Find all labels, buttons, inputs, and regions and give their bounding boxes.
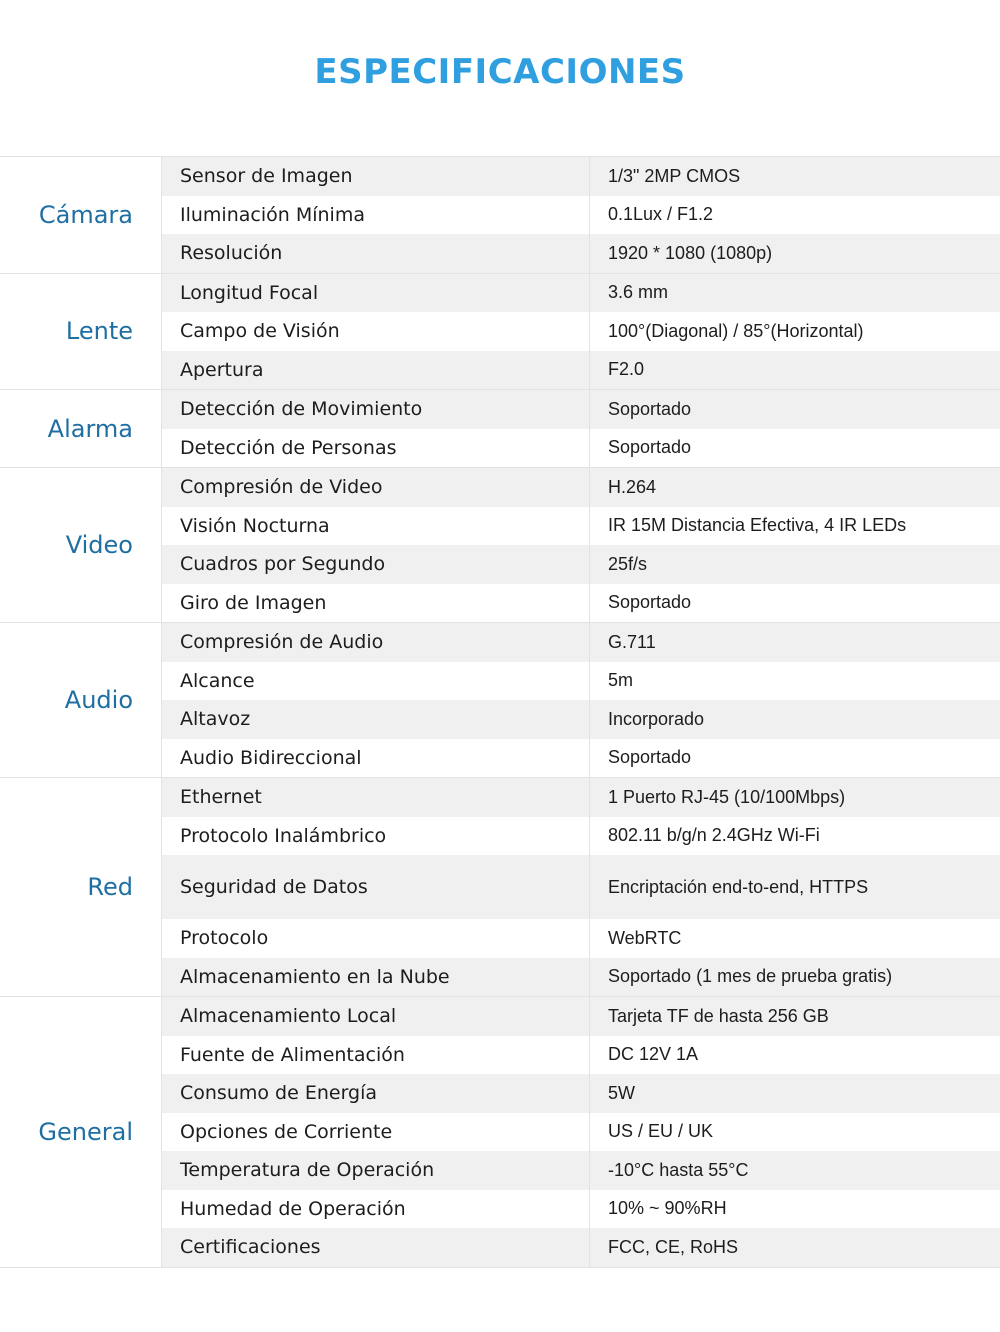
spec-name: Apertura bbox=[162, 351, 590, 390]
spec-name: Consumo de Energía bbox=[162, 1074, 590, 1113]
spec-value: 802.11 b/g/n 2.4GHz Wi-Fi bbox=[608, 825, 820, 846]
spec-table bbox=[0, 156, 1000, 1268]
spec-value: Encriptación end-to-end, HTTPS bbox=[608, 876, 869, 897]
spec-value: Soportado bbox=[608, 398, 692, 419]
spec-name: Temperatura de Operación bbox=[162, 1151, 590, 1190]
table-row bbox=[162, 1190, 1000, 1229]
table-row bbox=[162, 196, 1000, 235]
table-row bbox=[162, 958, 1000, 997]
table-row bbox=[162, 662, 1000, 701]
spec-value: F2.0 bbox=[608, 359, 645, 380]
spec-name: Sensor de Imagen bbox=[162, 157, 590, 196]
table-row bbox=[162, 157, 1000, 196]
spec-value: H.264 bbox=[608, 476, 657, 497]
spec-name: Compresión de Audio bbox=[162, 623, 590, 662]
spec-value: IR 15M Distancia Efectiva, 4 IR LEDs bbox=[608, 515, 907, 536]
table-row bbox=[162, 234, 1000, 273]
spec-name: Resolución bbox=[162, 234, 590, 273]
spec-name: Fuente de Alimentación bbox=[162, 1036, 590, 1075]
page-title: ESPECIFICACIONES bbox=[314, 52, 686, 92]
spec-value: 3.6 mm bbox=[608, 282, 669, 303]
group-label: Video bbox=[0, 468, 162, 622]
table-row bbox=[162, 778, 1000, 817]
table-row bbox=[162, 919, 1000, 958]
spec-name: Ethernet bbox=[162, 778, 590, 817]
spec-group bbox=[0, 467, 1000, 622]
spec-name: Audio Bidireccional bbox=[162, 739, 590, 778]
spec-name: Almacenamiento Local bbox=[162, 997, 590, 1036]
group-rows bbox=[162, 997, 1000, 1267]
spec-name: Detección de Personas bbox=[162, 429, 590, 468]
spec-value: Soportado bbox=[608, 747, 692, 768]
table-row bbox=[162, 468, 1000, 507]
spec-value: 1/3" 2MP CMOS bbox=[608, 165, 741, 186]
spec-name: Certificaciones bbox=[162, 1228, 590, 1267]
spec-name: Longitud Focal bbox=[162, 274, 590, 313]
group-rows bbox=[162, 778, 1000, 996]
group-rows bbox=[162, 468, 1000, 622]
table-row bbox=[162, 739, 1000, 778]
spec-name: Visión Nocturna bbox=[162, 507, 590, 546]
spec-group bbox=[0, 273, 1000, 390]
spec-group bbox=[0, 156, 1000, 273]
spec-name: Protocolo bbox=[162, 919, 590, 958]
spec-value: 0.1Lux / F1.2 bbox=[608, 204, 714, 225]
spec-group bbox=[0, 389, 1000, 467]
spec-name: Giro de Imagen bbox=[162, 584, 590, 623]
spec-value: Soportado bbox=[608, 592, 692, 613]
table-row bbox=[162, 1113, 1000, 1152]
spec-name: Almacenamiento en la Nube bbox=[162, 958, 590, 997]
table-row bbox=[162, 817, 1000, 856]
spec-value: 100°(Diagonal) / 85°(Horizontal) bbox=[608, 320, 864, 341]
spec-name: Alcance bbox=[162, 662, 590, 701]
group-label: Lente bbox=[0, 274, 162, 390]
spec-value: FCC, CE, RoHS bbox=[608, 1236, 739, 1257]
spec-name: Campo de Visión bbox=[162, 312, 590, 351]
table-row bbox=[162, 429, 1000, 468]
table-row bbox=[162, 584, 1000, 623]
spec-value: 1 Puerto RJ-45 (10/100Mbps) bbox=[608, 786, 846, 807]
group-label: Alarma bbox=[0, 390, 162, 467]
group-label: Red bbox=[0, 778, 162, 996]
table-row bbox=[162, 1074, 1000, 1113]
spec-name: Seguridad de Datos bbox=[162, 855, 590, 919]
table-row bbox=[162, 351, 1000, 390]
table-row bbox=[162, 623, 1000, 662]
table-row bbox=[162, 700, 1000, 739]
group-rows bbox=[162, 390, 1000, 467]
spec-value: WebRTC bbox=[608, 927, 682, 948]
table-row bbox=[162, 997, 1000, 1036]
spec-value: 5W bbox=[608, 1082, 635, 1103]
table-row bbox=[162, 855, 1000, 919]
spec-value: -10°C hasta 55°C bbox=[608, 1159, 749, 1180]
spec-name: Humedad de Operación bbox=[162, 1190, 590, 1229]
table-row bbox=[162, 545, 1000, 584]
group-label: Audio bbox=[0, 623, 162, 777]
spec-value: Soportado (1 mes de prueba gratis) bbox=[608, 966, 893, 987]
table-row bbox=[162, 1228, 1000, 1267]
spec-value: 5m bbox=[608, 670, 634, 691]
spec-name: Cuadros por Segundo bbox=[162, 545, 590, 584]
spec-value: G.711 bbox=[608, 631, 656, 652]
spec-name: Detección de Movimiento bbox=[162, 390, 590, 429]
spec-value: Soportado bbox=[608, 437, 692, 458]
group-label: General bbox=[0, 997, 162, 1267]
table-row bbox=[162, 507, 1000, 546]
spec-value: DC 12V 1A bbox=[608, 1044, 699, 1065]
table-row bbox=[162, 274, 1000, 313]
group-rows bbox=[162, 157, 1000, 273]
group-rows bbox=[162, 623, 1000, 777]
table-row bbox=[162, 390, 1000, 429]
group-rows bbox=[162, 274, 1000, 390]
spec-value: Incorporado bbox=[608, 708, 705, 729]
spec-value: 10% ~ 90%RH bbox=[608, 1198, 727, 1219]
group-label: Cámara bbox=[0, 157, 162, 273]
spec-name: Altavoz bbox=[162, 700, 590, 739]
table-row bbox=[162, 312, 1000, 351]
spec-name: Opciones de Corriente bbox=[162, 1113, 590, 1152]
table-row bbox=[162, 1036, 1000, 1075]
spec-group bbox=[0, 622, 1000, 777]
spec-name: Protocolo Inalámbrico bbox=[162, 817, 590, 856]
spec-value: 1920 * 1080 (1080p) bbox=[608, 242, 773, 263]
spec-value: US / EU / UK bbox=[608, 1121, 714, 1142]
spec-value: 25f/s bbox=[608, 553, 648, 574]
spec-name: Compresión de Video bbox=[162, 468, 590, 507]
spec-group bbox=[0, 777, 1000, 996]
table-row bbox=[162, 1151, 1000, 1190]
spec-value: Tarjeta TF de hasta 256 GB bbox=[608, 1005, 829, 1026]
spec-name: Iluminación Mínima bbox=[162, 196, 590, 235]
spec-group bbox=[0, 996, 1000, 1268]
